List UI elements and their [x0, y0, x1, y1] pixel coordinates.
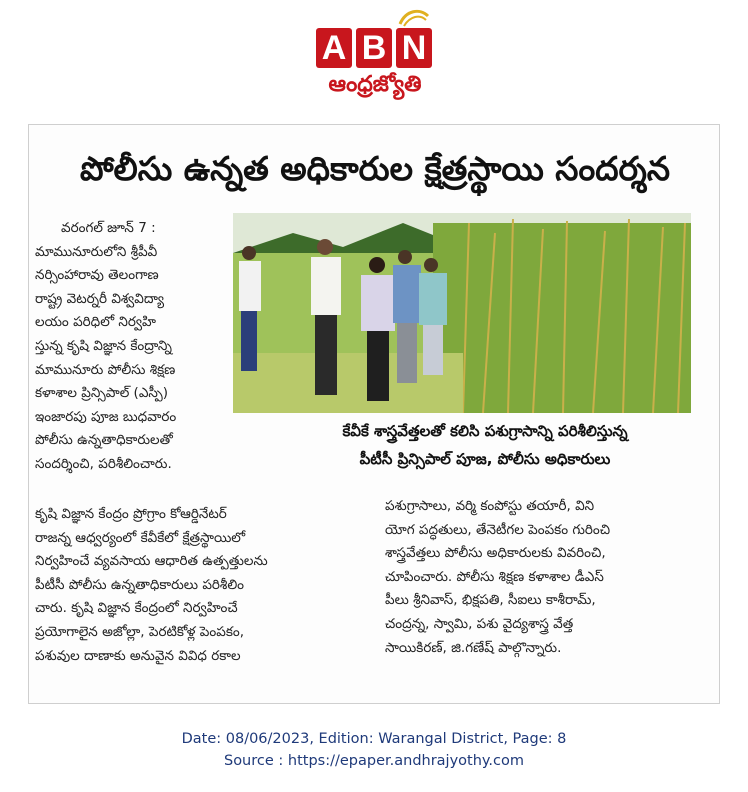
body-line: స్తున్న కృషి విజ్ఞాన కేంద్రాన్ని	[35, 337, 172, 354]
body-line: చంద్రన్న, స్వామి, పశు వైద్యశాస్త్ర వేత్త	[385, 615, 574, 632]
logo-letter-a: A	[316, 28, 352, 68]
article-dateline: వరంగల్ జూన్ 7 :	[61, 220, 156, 236]
article-body-wide-column	[35, 503, 379, 668]
body-line: చారు. కృషి విజ్ఞాన కేంద్రంలో నిర్వహించే	[35, 600, 238, 617]
body-line: రాజన్న ఆధ్వర్యంలో కేవీకేలో క్షేత్రస్థాయిలో	[35, 529, 246, 546]
body-line: యోగ పద్ధతులు, తేనెటీగల పెంపకం గురించి	[385, 521, 611, 538]
article-body-left-column	[35, 217, 227, 477]
caption-line: కేవీకే శాస్త్రవేత్తలతో కలిసి పశుగ్రాసాన్ని పరిశీలిస్తున్న	[342, 422, 628, 440]
body-line: ఇంజారపు పూజ బుధవారం	[35, 408, 177, 425]
body-line: పీలు శ్రీనివాస్, భిక్షపతి, సీఐలు కాశీరామ్,	[385, 592, 596, 609]
body-line: లయం పరిధిలో నిర్వహి	[35, 314, 156, 331]
body-line: పశువుల దాణాకు అనువైన వివిధ రకాల	[35, 647, 241, 664]
body-line: పశుగ్రాసాలు, వర్మి కంపోస్టు తయారీ, విని	[385, 498, 595, 514]
body-line: ప్రయోగాలైన అజోల్లా, పెరటికోళ్ల పెంపకం,	[35, 623, 244, 640]
body-line: చూపించారు. పోలీసు శిక్షణ కళాశాల డీఎస్	[385, 568, 604, 585]
body-line: నిర్వహించే వ్యవసాయ ఆధారిత ఉత్పత్తులను	[35, 553, 268, 570]
caption-line: పీటీసీ ప్రిన్సిపాల్ పూజ, పోలీసు అధికారులు	[359, 450, 611, 468]
logo-letter-b: B	[356, 28, 392, 68]
edition-info: Date: 08/06/2023, Edition: Warangal District, Page: 8	[181, 731, 567, 747]
body-line: పీటీసీ పోలీసు ఉన్నతాధికారులు పరిశీలిం	[35, 576, 244, 593]
body-line: కృషి విజ్ఞాన కేంద్రం ప్రోగ్రాం కోఆర్డినేటర్	[35, 506, 227, 522]
body-line: శాస్త్రవేత్తలు పోలీసు అధికారులకు వివరించి,	[385, 545, 606, 562]
article-body-right-column	[385, 495, 697, 660]
source-footer	[0, 728, 748, 772]
logo-subtitle: ఆంధ్రజ్యోతి	[328, 72, 422, 97]
body-line: మామునూరులోని శ్రీపీవీ	[35, 243, 158, 260]
body-line: సందర్శించి, పరిశీలించారు.	[35, 455, 172, 472]
body-line: కళాశాల ప్రిన్సిపాల్ (ఎస్పీ)	[35, 385, 169, 402]
field-visit-photo	[233, 213, 691, 413]
source-url: Source : https://epaper.andhrajyothy.com	[223, 753, 525, 769]
logo-letter-n: N	[396, 28, 432, 68]
newspaper-clipping	[28, 124, 720, 704]
photo-caption	[273, 417, 697, 473]
body-line: సాయికిరణ్, జి.గణేష్ పాల్గొన్నారు.	[385, 639, 562, 656]
body-line: రాష్ట్ర వెటర్నరీ విశ్వవిద్యా	[35, 290, 165, 307]
article-headline: పోలీసు ఉన్నత అధికారుల క్షేత్రస్థాయి సందర్శన	[79, 149, 671, 188]
body-line: నర్సింహారావు తెలంగాణ	[35, 267, 159, 284]
abn-andhrajyothy-logo	[300, 4, 450, 104]
body-line: పోలీసు ఉన్నతాధికారులతో	[35, 432, 173, 449]
steam-swirl-icon	[396, 6, 432, 28]
body-line: మామునూరు పోలీసు శిక్షణ	[35, 361, 176, 378]
